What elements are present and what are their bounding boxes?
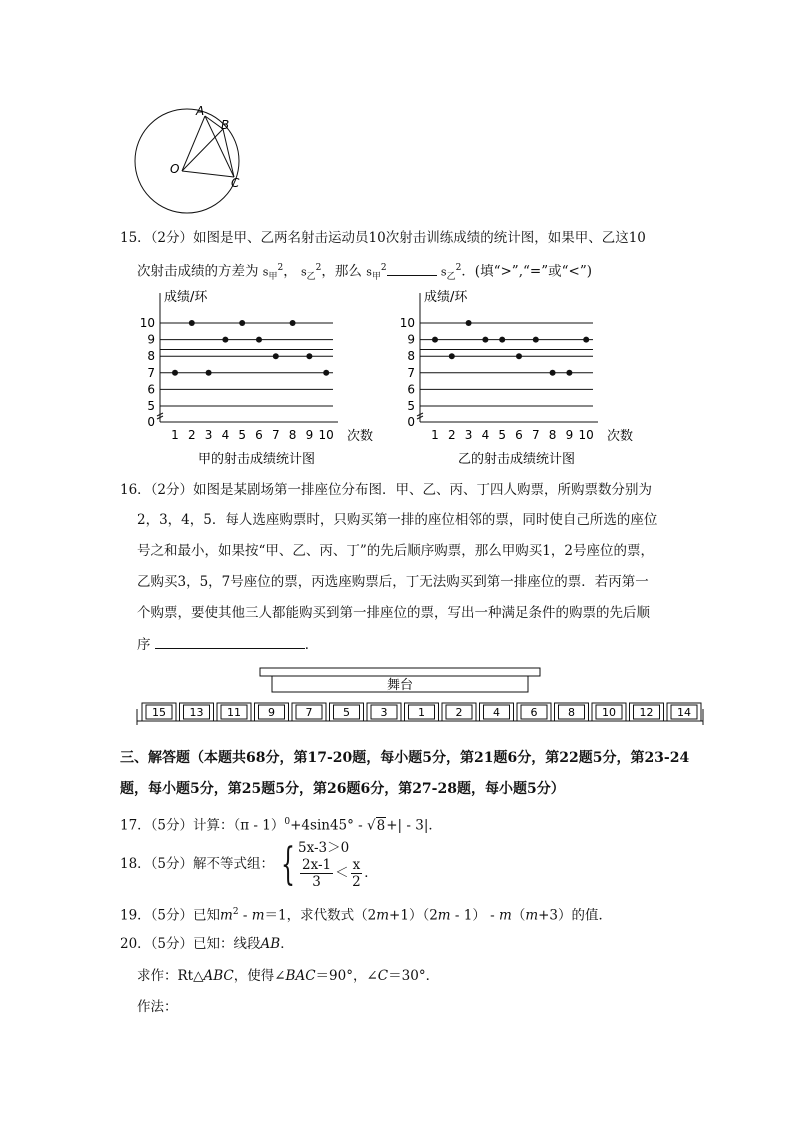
- yi-xtick-10: 10: [578, 428, 594, 442]
- yi-ytick-0: 0: [407, 415, 415, 429]
- q18: 18．（5分）解不等式组： { 5x-3＞0 $\frac{2x-1}{3}$ ＜ $\frac{x}{2}$ ．: [120, 838, 378, 890]
- jia-xtick-7: 7: [271, 428, 280, 442]
- seat-number-11: 11: [227, 706, 241, 719]
- yi-point-8: [550, 370, 556, 376]
- seat-number-13: 13: [189, 706, 204, 719]
- yi-ytick-8: 8: [407, 349, 415, 364]
- jia-point-2: [189, 320, 195, 326]
- jia-xtick-5: 5: [238, 428, 247, 442]
- chart-yi: [395, 285, 655, 470]
- yi-title: 乙的射击成绩统计图: [457, 452, 576, 467]
- yi-xtick-3: 3: [464, 428, 473, 442]
- q16-line2: 2，3，4，5．每人选座购票时，只购买第一排的座位相邻的票，同时使自己所选的座位: [137, 512, 658, 528]
- yi-ytick-9: 9: [407, 332, 415, 347]
- seat-number-7: 7: [305, 706, 313, 719]
- stage-label: 舞台: [386, 678, 414, 693]
- q16-line6: 序 ．: [137, 634, 318, 655]
- seat-number-14: 14: [677, 706, 691, 719]
- seat-number-4: 4: [493, 706, 500, 719]
- yi-point-7: [533, 337, 539, 343]
- yi-ytick-5: 5: [407, 399, 415, 413]
- jia-point-3: [206, 370, 212, 376]
- jia-point-7: [273, 353, 279, 359]
- yi-point-5: [499, 337, 505, 343]
- yi-xtick-1: 1: [431, 428, 439, 442]
- jia-point-5: [239, 320, 245, 326]
- stage-seat-diagram: [135, 663, 715, 738]
- yi-point-1: [432, 337, 438, 343]
- label-b: B: [221, 118, 230, 132]
- label-c: C: [231, 176, 240, 190]
- yi-xtick-7: 7: [531, 428, 540, 442]
- q16-answer-blank[interactable]: [155, 634, 305, 649]
- jia-point-10: [323, 370, 329, 376]
- yi-point-9: [566, 370, 572, 376]
- q17: 17．（5分）计算：（π - 1）$^0$+4sin45° - √8+| - 3|．: [120, 817, 442, 834]
- seat-number-8: 8: [568, 706, 575, 719]
- seat-number-1: 1: [418, 706, 425, 719]
- jia-ytick-5: 5: [147, 399, 155, 413]
- q16-line5: 个购票，要使其他三人都能购买到第一排座位的票，写出一种满足条件的购票的先后顺: [137, 605, 650, 621]
- yi-point-10: [583, 337, 589, 343]
- jia-xtick-2: 2: [187, 428, 196, 442]
- yi-xtick-4: 4: [481, 428, 490, 442]
- circle-figure: [130, 100, 260, 220]
- jia-point-9: [306, 353, 312, 359]
- jia-ylabel: 成绩/环: [164, 290, 208, 305]
- q16-line3: 号之和最小，如果按“甲、乙、丙、丁”的先后顺序购票，那么甲购买1，2号座位的票，: [137, 543, 654, 559]
- seat-number-5: 5: [343, 706, 350, 719]
- yi-point-4: [482, 337, 488, 343]
- jia-ytick-8: 8: [147, 349, 155, 364]
- seat-number-2: 2: [455, 706, 463, 719]
- section3-heading-line2: 题，每小题5分，第25题5分，第26题6分，第27-28题，每小题5分）: [120, 781, 565, 797]
- section3-heading-line1: 三、解答题（本题共68分，第17-20题，每小题5分，第21题6分，第22题5分，第23-24: [120, 750, 690, 766]
- stage-top-bar: [260, 668, 540, 676]
- yi-xtick-6: 6: [515, 428, 523, 442]
- yi-xtick-2: 2: [447, 428, 456, 442]
- chart-jia: [135, 285, 385, 470]
- jia-ytick-9: 9: [147, 332, 155, 347]
- q16-line1: 16．（2分）如图是某剧场第一排座位分布图．甲、乙、丙、丁四人购票，所购票数分别为: [120, 482, 653, 498]
- yi-ylabel: 成绩/环: [424, 290, 468, 305]
- q15-answer-blank[interactable]: [387, 263, 437, 276]
- seat-number-12: 12: [639, 706, 654, 719]
- q20-given: 20．（5分）已知：线段AB．: [120, 936, 294, 952]
- yi-xtick-9: 9: [565, 428, 574, 442]
- label-o: O: [170, 162, 180, 176]
- jia-point-1: [172, 370, 178, 376]
- jia-ytick-7: 7: [147, 365, 155, 380]
- jia-xtick-8: 8: [288, 428, 297, 442]
- yi-ytick-7: 7: [407, 365, 415, 380]
- q16-line4: 乙购买3，5，7号座位的票，丙选座购票后，丁无法购买到第一排座位的票．若丙第一: [137, 574, 649, 590]
- jia-point-4: [222, 337, 228, 343]
- seat-number-3: 3: [380, 706, 388, 719]
- jia-xtick-4: 4: [221, 428, 230, 442]
- jia-xtick-3: 3: [204, 428, 213, 442]
- q20-require: 求作：Rt△ABC，使得∠BAC＝90°，∠C＝30°．: [137, 968, 440, 984]
- q15-line2: 次射击成绩的方差为 $s_甲^2$， $s_乙^2$，那么 $s_甲^2$ $s_乙^2$．(填“>”,“=”或“<”): [137, 263, 592, 283]
- jia-point-8: [290, 320, 296, 326]
- seat-number-15: 15: [152, 706, 166, 719]
- yi-ytick-10: 10: [399, 316, 415, 330]
- jia-xtick-10: 10: [318, 428, 334, 442]
- jia-ytick-6: 6: [147, 382, 155, 397]
- jia-xtick-6: 6: [255, 428, 263, 442]
- q15-line1: 15．（2分）如图是甲、乙两名射击运动员10次射击训练成绩的统计图，如果甲、乙这10: [120, 230, 646, 246]
- jia-ytick-0: 0: [147, 415, 155, 429]
- seat-number-10: 10: [602, 706, 616, 719]
- jia-ytick-10: 10: [139, 316, 155, 330]
- yi-xtick-8: 8: [548, 428, 557, 442]
- yi-xlabel: 次数: [607, 429, 634, 444]
- seat-number-9: 9: [268, 706, 275, 719]
- jia-xtick-9: 9: [305, 428, 314, 442]
- yi-point-3: [466, 320, 472, 326]
- label-a: A: [196, 104, 205, 118]
- seat-number-6: 6: [530, 706, 538, 719]
- q19: 19．（5分）已知$m^2 - m=1$，求代数式（2m+1）（2m - 1） - m（m+3）的值．: [120, 907, 613, 924]
- jia-point-6: [256, 337, 262, 343]
- yi-point-6: [516, 353, 522, 359]
- q20-method: 作法：: [137, 999, 178, 1015]
- jia-xtick-1: 1: [171, 428, 179, 442]
- jia-xlabel: 次数: [347, 429, 374, 444]
- yi-point-2: [449, 353, 455, 359]
- jia-title: 甲的射击成绩统计图: [197, 452, 316, 467]
- yi-ytick-6: 6: [407, 382, 415, 397]
- yi-xtick-5: 5: [498, 428, 507, 442]
